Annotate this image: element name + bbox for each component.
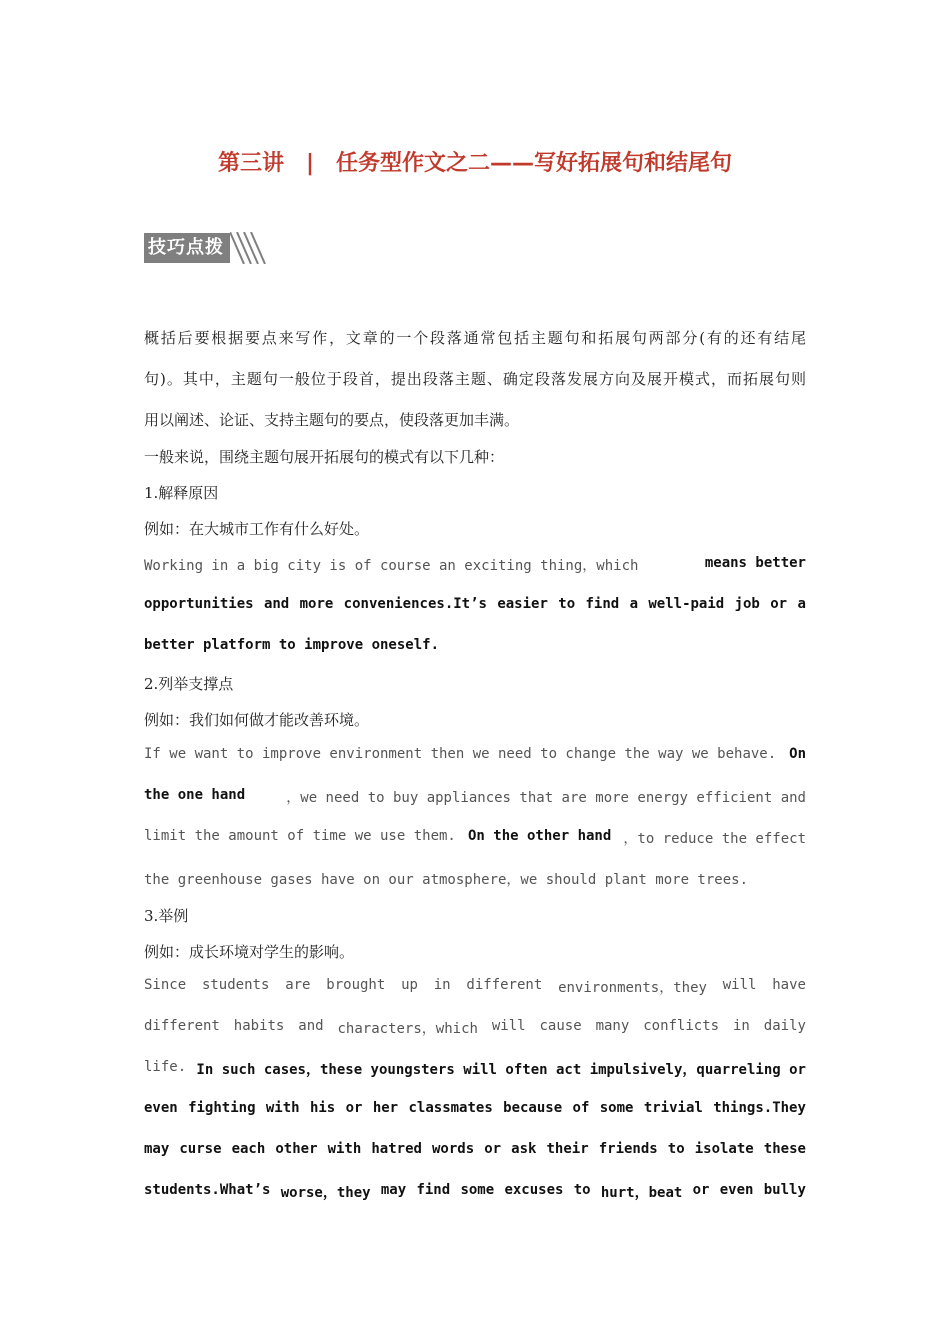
word: a [629,596,638,612]
word: Since [144,977,187,993]
section2-en-line-1 [144,746,806,762]
word: some [460,1182,495,1198]
section3-en-line-6 [144,1182,806,1202]
word: have [772,977,806,993]
section1-en-line-3 [144,637,806,653]
intro-line-1: 概括后要根据要点来写作，文章的一个段落通常包括主题句和拓展句两部分(有的还有结尾 [144,329,806,347]
word: well-paid [648,596,725,612]
word: environments，they [558,980,707,996]
word: things.They [713,1100,806,1116]
section1-en-line-1-bold: means better [704,555,806,571]
word: each [231,1141,266,1157]
word: job [734,596,760,612]
section2-en-line-1-normal: If we want to improve environment then we need to change the way we behave. [144,746,777,762]
word: conflicts [643,1018,720,1034]
word: worse，they [280,1185,371,1201]
section2-en-line-2-bold: the one hand [144,787,246,803]
section1-example: 例如：在大城市工作有什么好处。 [144,520,370,538]
section-banner [144,232,268,264]
intro-line-4: 一般来说，围绕主题句展开拓展句的模式有以下几种： [144,448,505,466]
word: cause [539,1018,582,1034]
word: will [491,1018,526,1034]
word: and [263,596,290,612]
word: his [309,1100,336,1116]
section1-en-line-1 [144,555,806,575]
word: or [345,1100,363,1116]
word: different [466,977,543,993]
section2-heading: 2.列举支撑点 [144,675,234,693]
word: some [599,1100,634,1116]
word: may [380,1182,407,1198]
word: excuses [504,1182,564,1198]
word: find [416,1182,451,1198]
section3-en-line-4 [144,1100,806,1116]
section2-en-line-3-normal: limit the amount of time we use them. [144,828,456,844]
section3-heading: 3.举例 [144,907,189,925]
section3-en-line-2 [144,1018,806,1038]
word: classmates [408,1100,493,1116]
word: characters，which [337,1021,478,1037]
section2-en-line-4 [144,869,806,889]
word: curse [179,1141,222,1157]
section3-en-line-1 [144,977,806,997]
section2-en-line-1-bold: On [789,746,806,762]
word: bully [763,1182,806,1198]
section2-en-line-2 [144,787,806,807]
word: and [298,1018,324,1034]
section1-heading: 1.解释原因 [144,484,219,502]
word: opportunities [144,596,254,612]
banner-label: 技巧点拨 [144,233,230,263]
word: will [722,977,757,993]
word: of [572,1100,590,1116]
word: a [797,596,806,612]
word: or [484,1141,502,1157]
section3-en-line-5 [144,1141,806,1157]
intro-line-3: 用以阐述、论证、支持主题句的要点，使段落更加丰满。 [144,411,520,429]
word: many [595,1018,630,1034]
word: words [432,1141,475,1157]
banner-stripes-icon [230,232,268,264]
word: find [585,596,620,612]
word: hatred [371,1141,422,1157]
word: to [558,596,576,612]
word: these [763,1141,806,1157]
word: may [144,1141,170,1157]
word: up [401,977,418,993]
word: different [144,1018,220,1034]
word: even [719,1182,754,1198]
word: conveniences.It’s [343,596,487,612]
word: brought [326,977,386,993]
page-title [0,146,950,177]
word: ask [511,1141,537,1157]
word: hurt，beat [600,1185,683,1201]
word: more [299,596,334,612]
lecture-topic: 任务型作文之二——写好拓展句和结尾句 [336,151,733,176]
word: are [285,977,311,993]
word: other [275,1141,318,1157]
section2-en-line-3 [144,828,806,848]
word: with [265,1100,300,1116]
section3-en-line-3-normal: life. [144,1059,187,1075]
word: their [546,1141,589,1157]
word: habits [233,1018,285,1034]
word: even [144,1100,178,1116]
intro-line-2: 句)。其中，主题句一般位于段首，提出段落主题、确定段落发展方向及展开模式，而拓展句则 [144,370,806,388]
section1-en-line-3-text: better platform to improve oneself. [144,637,440,653]
word: students [201,977,270,993]
word: her [372,1100,399,1116]
section2-en-line-2-normal: ，we need to buy appliances that are more energy efficient and [286,790,806,806]
title-separator: | [305,151,315,176]
word: or [770,596,788,612]
section2-en-line-3-tail: ，to reduce the effect [623,831,806,847]
word: to [667,1141,685,1157]
word: easier [497,596,548,612]
section2-example: 例如：我们如何做才能改善环境。 [144,711,370,729]
word: friends [598,1141,658,1157]
section3-en-line-3 [144,1059,806,1079]
section1-en-line-2 [144,596,806,612]
word: isolate [694,1141,754,1157]
word: students.What’s [144,1182,271,1198]
section2-en-line-3-bold: On the other hand [468,828,612,844]
word: trivial [643,1100,703,1116]
word: with [327,1141,362,1157]
section2-en-line-4-text: the greenhouse gases have on our atmosphere，we should plant more trees. [144,872,749,888]
word: fighting [188,1100,256,1116]
word: to [573,1182,591,1198]
section1-en-line-1-normal: Working in a big city is of course an exciting thing，which [144,558,639,574]
word: because [503,1100,563,1116]
word: daily [763,1018,806,1034]
lecture-number: 第三讲 [217,151,284,176]
word: in [733,1018,750,1034]
word: or [692,1182,710,1198]
section3-example: 例如：成长环境对学生的影响。 [144,943,355,961]
section3-en-line-3-bold: In such cases，these youngsters will often act impulsively，quarreling or [196,1062,806,1078]
word: in [433,977,451,993]
